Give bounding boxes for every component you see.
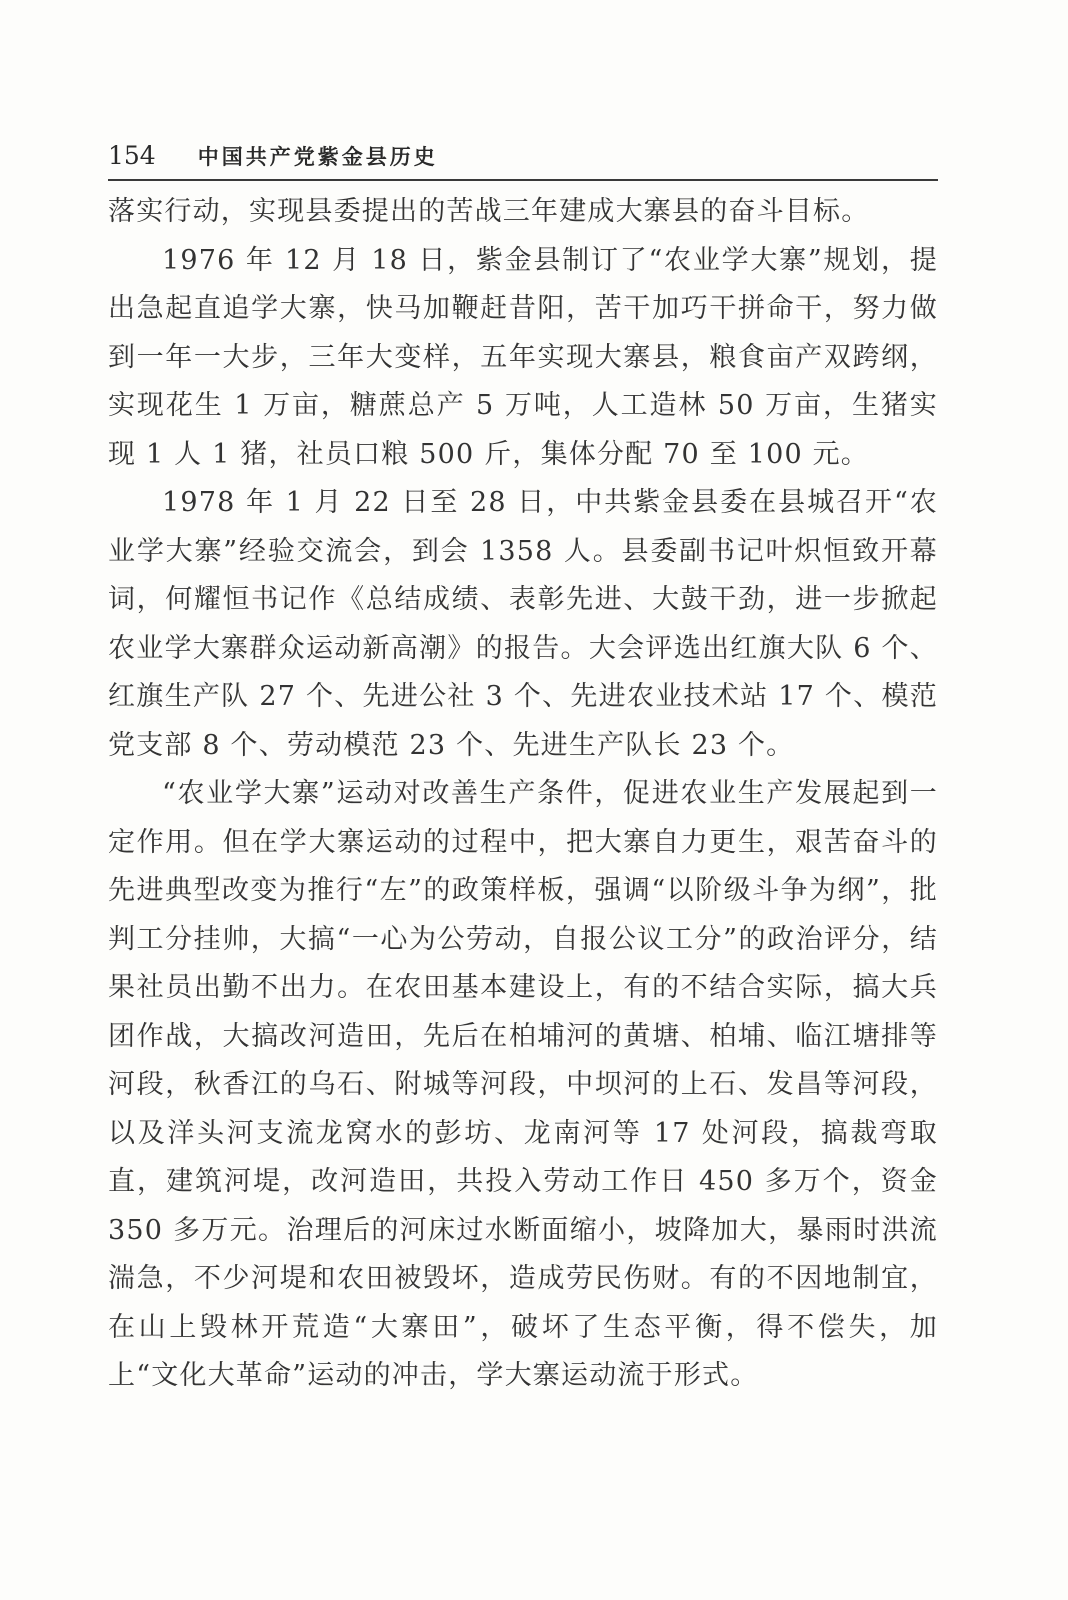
- page-number: 154: [108, 141, 156, 170]
- running-title: 中国共产党紫金县历史: [197, 144, 438, 169]
- body-text: [108, 188, 938, 1401]
- page-header: [108, 132, 938, 176]
- paragraph: “农业学大寨”运动对改善生产条件，促进农业生产发展起到一定作用。但在学大寨运动的过程中，把大寨自力更生，艰苦奋斗的先进典型改变为推行“左”的政策样板，强调“以阶级斗争为纲”，批判工分挂帅，大搞“一心为公劳动，自报公议工分”的政治评分，结果社员出勤不出力。在农田基本建设上，有的不结合实际，搞大兵团作战，大搞改河造田，先后在柏埔河的黄塘、柏埔、临江塘排等河段，秋香江的乌石、附城等河段，中坝河的上石、发昌等河段，以及洋头河支流龙窝水的彭坊、龙南河等 17 处河段，搞裁弯取直，建筑河堤，改河造田，共投入劳动工作日 450 多万个，资金 350 多万元。治理后的河床过水断面缩小，坡降加大，暴雨时洪流湍急，不少河堤和农田被毁坏，造成劳民伤财。有的不因地制宜，在山上毁林开荒造“大寨田”，破坏了生态平衡，得不偿失，加上“文化大革命”运动的冲击，学大寨运动流于形式。: [108, 778, 938, 1391]
- paragraph-continued: 落实行动，实现县委提出的苦战三年建成大寨县的奋斗目标。: [108, 196, 870, 227]
- paragraph: 1976 年 12 月 18 日，紫金县制订了“农业学大寨”规划，提出急起直追学大寨，快马加鞭赶昔阳，苦干加巧干拼命干，努力做到一年一大步，三年大变样，五年实现大寨县，粮食亩产双跨纲，实现花生 1 万亩，糖蔗总产 5 万吨，人工造林 50 万亩，生猪实现 1 人 1 猪，社员口粮 500 斤，集体分配 70 至 100 元。: [108, 244, 938, 470]
- paragraph: 1978 年 1 月 22 日至 28 日，中共紫金县委在县城召开“农业学大寨”经验交流会，到会 1358 人。县委副书记叶炽恒致开幕词，何耀恒书记作《总结成绩、表彰先进、大鼓干劲，进一步掀起农业学大寨群众运动新高潮》的报告。大会评选出红旗大队 6 个、红旗生产队 27 个、先进公社 3 个、先进农业技术站 17 个、模范党支部 8 个、劳动模范 23 个、先进生产队长 23 个。: [108, 487, 938, 761]
- header-divider: [108, 179, 938, 181]
